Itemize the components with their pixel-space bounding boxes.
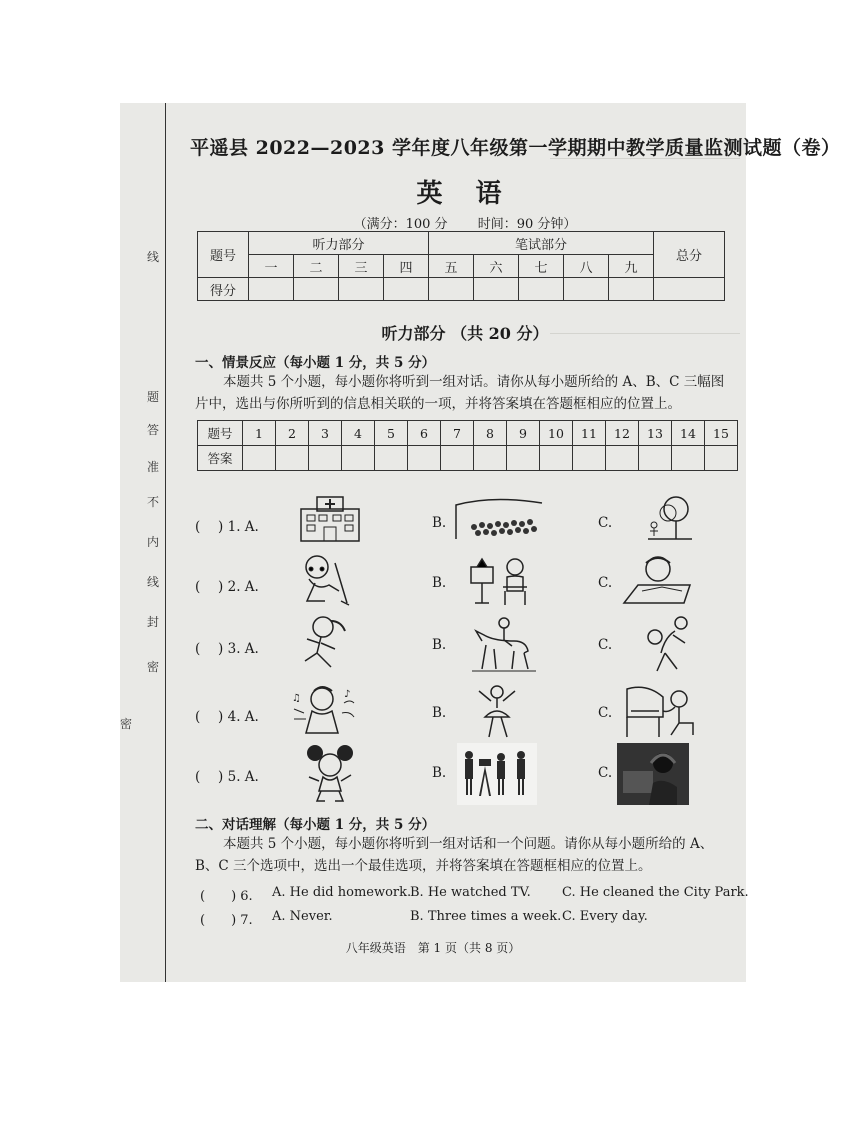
binding-char: 密 — [146, 660, 159, 674]
part2-heading: 二、对话理解（每小题 1 分，共 5 分） — [195, 817, 436, 833]
crowd-icon[interactable] — [452, 493, 547, 543]
score-row-header: 题号 — [198, 232, 249, 278]
option-b-label: B. — [432, 515, 447, 531]
total-cell[interactable] — [654, 278, 725, 301]
binding-char: 题 — [146, 390, 159, 404]
basketball-icon[interactable] — [643, 615, 698, 675]
score-table — [197, 231, 725, 301]
option-c-label: C. — [598, 705, 613, 721]
answer-number: 12 — [606, 421, 639, 446]
answer-cell[interactable] — [672, 446, 705, 471]
score-cell[interactable] — [384, 278, 429, 301]
question-number: ( ) 5. A. — [195, 769, 259, 785]
answer-number: 2 — [276, 421, 309, 446]
score-cell[interactable] — [564, 278, 609, 301]
option-b-label: B. — [432, 575, 447, 591]
option-a[interactable]: A. Never. — [272, 909, 333, 924]
answer-row-label: 题号 — [198, 421, 243, 446]
exam-paper — [119, 103, 841, 982]
answer-cell[interactable] — [309, 446, 342, 471]
option-c-label: C. — [598, 637, 613, 653]
score-col-header: 四 — [384, 255, 429, 278]
score-col-header: 八 — [564, 255, 609, 278]
answer-number: 11 — [573, 421, 606, 446]
full-score: （满分：100 分 — [353, 217, 448, 232]
part1-heading: 一、情景反应（每小题 1 分，共 5 分） — [195, 355, 436, 371]
binding-char: 不 — [146, 495, 159, 509]
reading-girl-icon[interactable] — [618, 553, 698, 608]
answer-number: 3 — [309, 421, 342, 446]
binding-char: 答 — [146, 423, 159, 437]
question-number: ( ) 3. A. — [195, 641, 259, 657]
answer-cell[interactable] — [441, 446, 474, 471]
answer-number: 9 — [507, 421, 540, 446]
dancing-girl-icon[interactable] — [475, 683, 520, 741]
svg-text:♪: ♪ — [344, 689, 351, 700]
score-col-header: 二 — [294, 255, 339, 278]
answer-table — [197, 420, 738, 471]
answer-cell[interactable] — [342, 446, 375, 471]
score-cell[interactable] — [294, 278, 339, 301]
option-c-label: C. — [598, 765, 613, 781]
horse-riding-icon[interactable] — [470, 615, 540, 675]
answer-cell[interactable] — [408, 446, 441, 471]
binding-line — [165, 103, 166, 982]
answer-number: 4 — [342, 421, 375, 446]
option-c[interactable]: C. Every day. — [562, 909, 648, 924]
answer-number: 14 — [672, 421, 705, 446]
hospital-icon[interactable] — [295, 493, 365, 543]
question-number: ( ) 6. — [200, 889, 253, 904]
score-cell[interactable] — [474, 278, 519, 301]
answer-number: 5 — [375, 421, 408, 446]
answer-cell[interactable] — [375, 446, 408, 471]
score-cell[interactable] — [339, 278, 384, 301]
answer-number: 15 — [705, 421, 738, 446]
written-header: 笔试部分 — [429, 232, 654, 255]
question-4 — [195, 683, 735, 743]
binding-char: 密 — [119, 717, 132, 731]
score-col-header: 九 — [609, 255, 654, 278]
listening-header: 听力部分 — [249, 232, 429, 255]
part1-instructions: 本题共 5 个小题，每小题你将听到一组对话。请你从每小题所给的 A、B、C 三幅图片中，选出与你所听到的信息相关联的一项，并将答案填在答题框相应的位置上。 — [195, 374, 725, 412]
option-b-label: B. — [432, 705, 447, 721]
option-b-label: B. — [432, 637, 447, 653]
page-footer: 八年级英语 第 1 页（共 8 页） — [345, 941, 521, 955]
question-number: ( ) 1. A. — [195, 519, 259, 535]
score-cell[interactable] — [249, 278, 294, 301]
exam-title: 平遥县 2022—2023 学年度八年级第一学期期中教学质量监测试题（卷） — [190, 137, 841, 159]
answer-cell[interactable] — [573, 446, 606, 471]
answer-number: 10 — [540, 421, 573, 446]
score-col-header: 三 — [339, 255, 384, 278]
option-c[interactable]: C. He cleaned the City Park. — [562, 885, 749, 900]
question-5 — [195, 743, 735, 803]
answer-number: 8 — [474, 421, 507, 446]
score-col-header: 七 — [519, 255, 564, 278]
answer-cell[interactable] — [276, 446, 309, 471]
cartoon-mouse-icon[interactable] — [305, 743, 355, 805]
binding-char: 线 — [146, 250, 159, 264]
option-b-label: B. — [432, 765, 447, 781]
question-number: ( ) 7. — [200, 913, 253, 928]
piano-icon[interactable] — [623, 683, 698, 741]
option-c-label: C. — [598, 575, 613, 591]
answer-number: 13 — [639, 421, 672, 446]
answer-cell[interactable] — [606, 446, 639, 471]
svg-text:♫: ♫ — [292, 693, 301, 704]
question-number: ( ) 2. A. — [195, 579, 259, 595]
subject-title: 英 语 — [416, 179, 514, 209]
answer-cell[interactable] — [474, 446, 507, 471]
listening-section-title: 听力部分 （共 20 分） — [381, 324, 549, 343]
part2-instructions: 本题共 5 个小题，每小题你将听到一组对话和一个问题。请你从每小题所给的 A、B、C 三个选项中，选出一个最佳选项，并将答案填在答题框相应的位置上。 — [195, 836, 714, 874]
question-3 — [195, 615, 735, 675]
answer-cell[interactable] — [540, 446, 573, 471]
score-col-header: 五 — [429, 255, 474, 278]
question-1 — [195, 493, 735, 553]
answer-number: 1 — [243, 421, 276, 446]
total-header: 总分 — [654, 232, 725, 278]
option-a[interactable]: A. He did homework. — [272, 885, 412, 900]
answer-cell[interactable] — [243, 446, 276, 471]
score-col-header: 一 — [249, 255, 294, 278]
question-2 — [195, 553, 735, 613]
binding-char: 内 — [146, 535, 159, 549]
binding-char: 封 — [146, 615, 159, 629]
exam-time: 时间：90 分钟） — [477, 217, 577, 232]
binding-char: 准 — [146, 460, 159, 474]
score-col-header: 六 — [474, 255, 519, 278]
music-photo-icon[interactable] — [617, 743, 689, 805]
question-number: ( ) 4. A. — [195, 709, 259, 725]
filming-icon[interactable] — [457, 743, 537, 805]
score-cell[interactable] — [429, 278, 474, 301]
binding-char: 线 — [146, 575, 159, 589]
singing-boy-icon[interactable] — [290, 683, 360, 739]
score-cell[interactable] — [519, 278, 564, 301]
score-cell[interactable] — [609, 278, 654, 301]
tree-icon[interactable] — [640, 493, 695, 543]
option-b[interactable]: B. Three times a week. — [410, 909, 562, 924]
answer-cell[interactable] — [639, 446, 672, 471]
running-girl-icon[interactable] — [297, 615, 352, 671]
sweeping-icon[interactable] — [295, 553, 350, 608]
answer-number: 6 — [408, 421, 441, 446]
answer-row-label: 答案 — [198, 446, 243, 471]
watching-tv-icon[interactable] — [467, 553, 537, 608]
score-label: 得分 — [198, 278, 249, 301]
exam-meta — [190, 213, 740, 232]
option-c-label: C. — [598, 515, 613, 531]
answer-number: 7 — [441, 421, 474, 446]
answer-cell[interactable] — [705, 446, 738, 471]
option-b[interactable]: B. He watched TV. — [410, 885, 531, 900]
answer-cell[interactable] — [507, 446, 540, 471]
